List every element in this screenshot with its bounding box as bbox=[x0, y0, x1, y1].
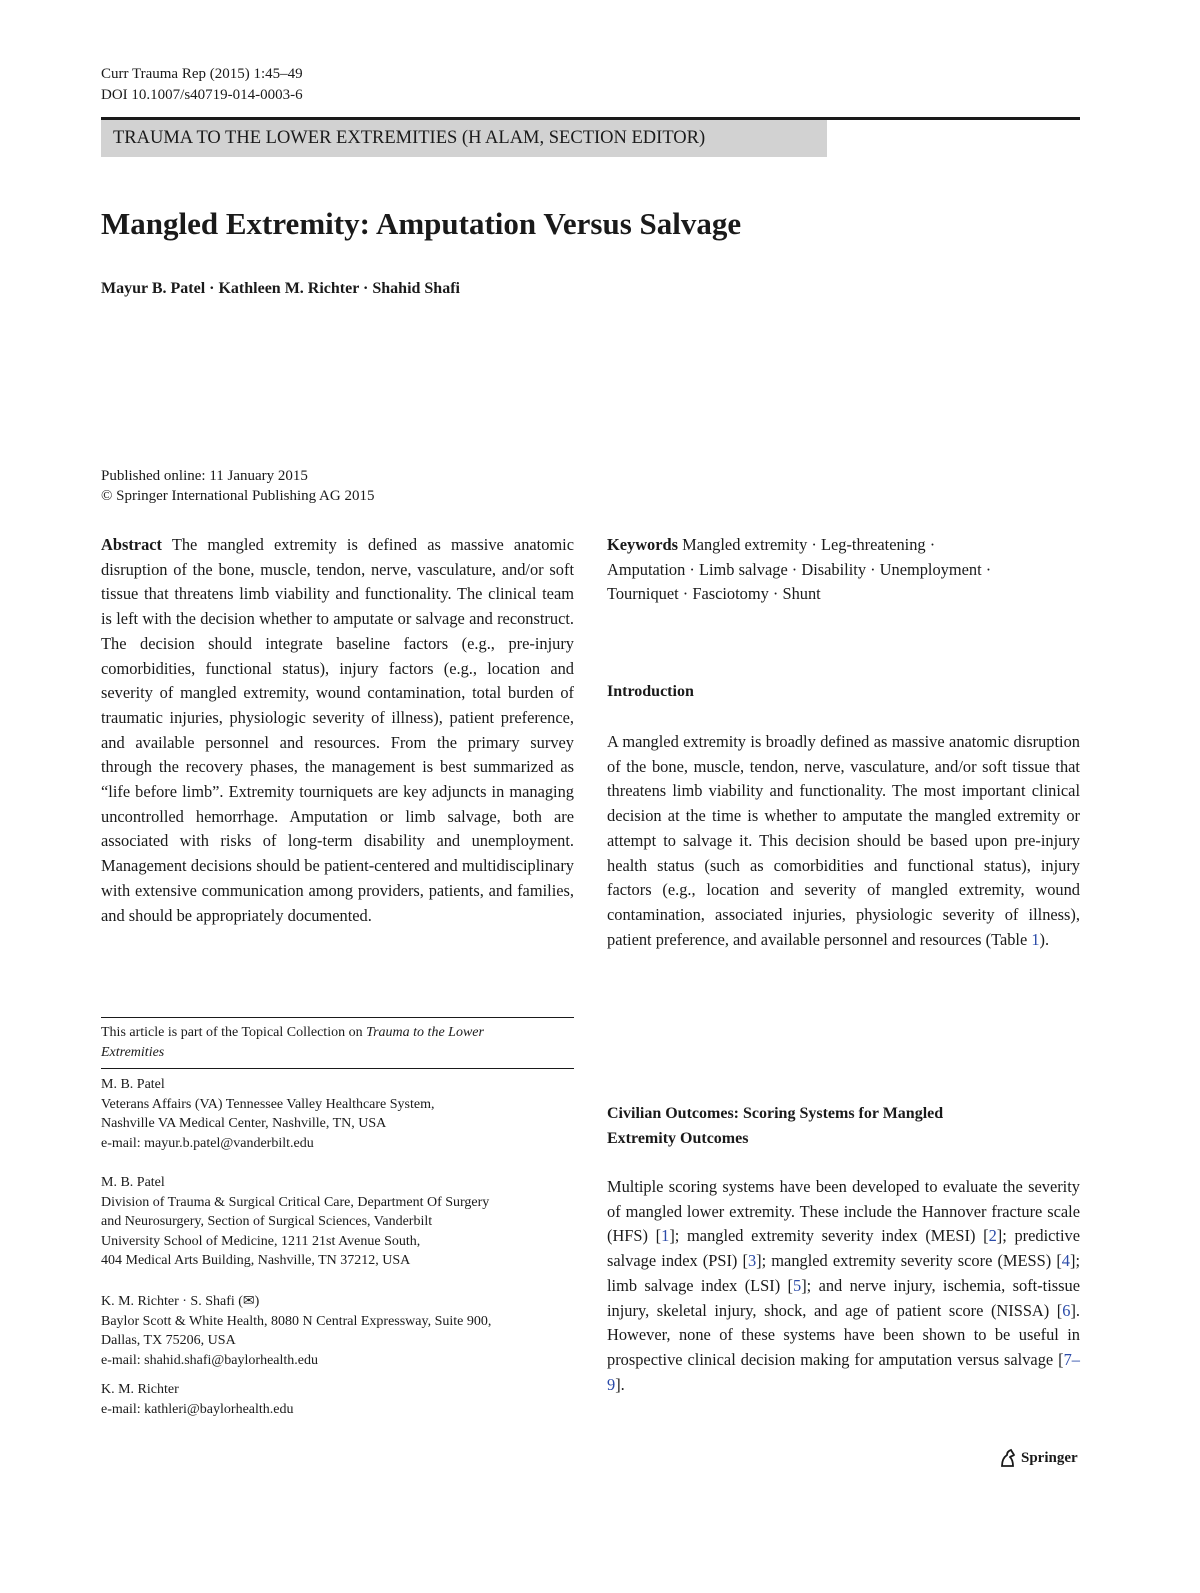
citation-link[interactable]: 6 bbox=[1062, 1300, 1071, 1320]
citation-link[interactable]: 5 bbox=[793, 1275, 802, 1295]
collection-link[interactable]: Trauma to the Lower bbox=[366, 1025, 484, 1040]
citation-link[interactable]: 7–9 bbox=[607, 1349, 1080, 1394]
email-link[interactable]: e-mail: shahid.shafi@baylorhealth.edu bbox=[101, 1352, 318, 1368]
citation-link[interactable]: 4 bbox=[1061, 1251, 1070, 1271]
section-banner: TRAUMA TO THE LOWER EXTREMITIES (H ALAM, SECTION EDITOR) bbox=[101, 120, 827, 157]
springer-horse-icon bbox=[998, 1448, 1018, 1468]
email-link[interactable]: e-mail: kathleri@baylorhealth.edu bbox=[101, 1401, 294, 1417]
publisher-logo bbox=[998, 1448, 1078, 1468]
abstract-label: Abstract bbox=[101, 535, 162, 554]
affiliation-block-4: K. M. Richter e-mail: kathleri@baylorhealth.edu bbox=[101, 1380, 574, 1419]
introduction-heading: Introduction bbox=[607, 683, 694, 700]
abstract-text: The mangled extremity is defined as massive anatomic disruption of the bone, muscle, tendon, nerve, vasculature, and/or soft tissue that threatens limb viability and functionality. The clinical team is left with the decision whether to amputate or salvage and reconstruct. The decision should integrate baseline factors (e.g., pre-injury comorbidities, functional status), injury factors (e.g., location and severity of mangled extremity, wound contamination, total burden of traumatic injuries, physiologic severity of illness), patient preference, and available personnel and resources. From the primary survey through the recovery phases, the management is best summarized as “life before limb”. Extremity tourniquets are key adjuncts in managing uncontrolled hemorrhage. Amputation or limb salvage, both are associated with risks of long-term disability and unemployment. Management decisions should be patient-centered and multidisciplinary with extensive communication among providers, patients, and families, and should be appropriately documented. bbox=[101, 535, 574, 925]
civilian-outcomes-heading: Civilian Outcomes: Scoring Systems for Mangled Extremity Outcomes bbox=[607, 1105, 944, 1147]
introduction-body: A mangled extremity is broadly defined as massive anatomic disruption of the bone, muscle, tendon, nerve, vasculature, and/or soft tissue that threatens limb viability and functionality. The most important clinical decision at the time is whether to amputate the mangled extremity or attempt to salvage it. This decision should be based upon pre-injury health status (such as comorbidities and functional status), injury factors (e.g., location and severity of mangled extremity, wound contamination, associated injuries, physiologic severity of illness), patient preference, and available personnel and resources (Table 1). bbox=[607, 732, 1080, 949]
keywords-label: Keywords bbox=[607, 535, 679, 554]
affiliation-block-3: K. M. Richter · S. Shafi (✉) Baylor Scott & White Health, 8080 N Central Expressway, Suite 900, Dallas, TX 75206, USA e-mail: shahid.shafi@baylorhealth.edu bbox=[101, 1292, 574, 1370]
publisher-name: Springer bbox=[1021, 1449, 1078, 1466]
article-title: Mangled Extremity: Amputation Versus Salvage bbox=[101, 206, 742, 241]
citation-link[interactable]: 2 bbox=[988, 1226, 997, 1246]
doi: DOI 10.1007/s40719-014-0003-6 bbox=[101, 87, 303, 103]
journal-citation: Curr Trauma Rep (2015) 1:45–49 bbox=[101, 66, 303, 82]
keywords: Keywords Mangled extremity · Leg-threatening · Amputation · Limb salvage · Disability · Unemployment · Tourniquet · Fasciotomy · Shunt bbox=[607, 535, 992, 604]
footnote-rule-bottom bbox=[101, 1068, 574, 1069]
email-link[interactable]: e-mail: mayur.b.patel@vanderbilt.edu bbox=[101, 1135, 314, 1151]
citation-link[interactable]: 3 bbox=[747, 1251, 757, 1271]
citation-link[interactable]: 1 bbox=[661, 1226, 670, 1246]
journal-header bbox=[101, 64, 303, 106]
affiliation-block-2: M. B. Patel Division of Trauma & Surgical Critical Care, Department Of Surgery and Neurosurgery, Section of Surgical Sciences, Vanderbilt University School of Medicine, 1211 21st Avenue South, 404 Medical Arts Building, Nashville, TN 37212, USA bbox=[101, 1175, 490, 1268]
table-ref-link[interactable]: 1 bbox=[1031, 929, 1040, 949]
footnote-rule-top bbox=[101, 1017, 574, 1018]
published-date: Published online: 11 January 2015 bbox=[101, 468, 308, 484]
publication-info bbox=[101, 466, 374, 506]
author-list: Mayur B. Patel · Kathleen M. Richter · Shahid Shafi bbox=[101, 280, 460, 297]
abstract bbox=[101, 533, 574, 928]
affiliation-block-1: M. B. Patel Veterans Affairs (VA) Tennessee Valley Healthcare System, Nashville VA Medical Center, Nashville, TN, USA e-mail: mayur.b.patel@vanderbilt.edu bbox=[101, 1075, 574, 1153]
topical-collection-note: This article is part of the Topical Collection on Trauma to the Lower Extremities bbox=[101, 1025, 484, 1060]
copyright: © Springer International Publishing AG 2015 bbox=[101, 488, 375, 504]
civilian-outcomes-body: Multiple scoring systems have been developed to evaluate the severity of mangled lower extremity. These include the Hannover fracture scale (HFS) [1]; mangled extremity severity index (MESI) [2]; predictive salvage index (PSI) [3]; mangled extremity severity score (MESS) [4]; limb salvage index (LSI) [5]; and nerve injury, ischemia, soft-tissue injury, skeletal injury, shock, and age of patient score (NISSA) [6]. However, none of these systems have been shown to be useful in prospective clinical decision making for amputation versus salvage [7–9]. bbox=[607, 1177, 1081, 1394]
